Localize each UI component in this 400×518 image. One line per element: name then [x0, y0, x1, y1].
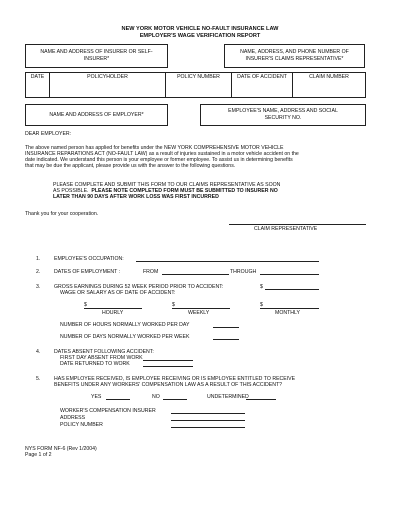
claim-info-table	[25, 72, 366, 98]
hourly-label: HOURLY	[102, 310, 124, 316]
date-cell[interactable]	[26, 73, 50, 97]
q1-number: 1.	[36, 256, 41, 262]
intro-line-4: that may be due the applicant, please provide us with the answer to the following questions.	[25, 163, 236, 169]
policyholder-cell[interactable]	[50, 73, 166, 97]
days-per-week-field[interactable]	[213, 339, 239, 340]
form-title: NEW YORK MOTOR VEHICLE NO-FAULT INSURANCE LAW	[121, 26, 279, 32]
wc-insurer-label: WORKER'S COMPENSATION INSURER	[60, 408, 156, 414]
wc-address-field[interactable]	[171, 420, 245, 421]
yes-label: YES	[91, 394, 102, 400]
undetermined-label: UNDETERMINED	[207, 394, 249, 400]
claim-number-header: CLAIM NUMBER	[309, 74, 349, 80]
intro-line-3: date indicated. We understand this person is your employee or former employee. To assist us in determining benefits	[25, 157, 293, 163]
weekly-label: WEEKLY	[188, 310, 210, 316]
instruction-line-1: PLEASE COMPLETE AND SUBMIT THIS FORM TO OUR CLAIMS REPRESENTATIVE AS SOON	[53, 182, 281, 188]
instruction-line-2b: PLEASE NOTE COMPLETED FORM MUST BE SUBMITTED TO INSURER NO	[91, 188, 278, 194]
policyholder-header: POLICYHOLDER	[87, 74, 128, 80]
salutation: DEAR EMPLOYER:	[25, 131, 72, 137]
claims-rep-label-line1: NAME, ADDRESS, AND PHONE NUMBER OF	[240, 49, 349, 55]
gross-earnings-dollar: $	[260, 284, 263, 290]
form-subtitle: EMPLOYER'S WAGE VERIFICATION REPORT	[139, 33, 261, 39]
intro-line-2: INSURANCE REPARATIONS ACT (NO-FAULT LAW) as a result of injuries sustained in a motor vehicle accident on the	[25, 151, 299, 157]
first-day-absent-field[interactable]	[143, 360, 193, 361]
date-of-accident-header: DATE OF ACCIDENT	[237, 74, 287, 80]
claim-rep-label: CLAIM REPRESENTATIVE	[254, 226, 318, 232]
no-field[interactable]	[163, 399, 187, 400]
policy-number-header: POLICY NUMBER	[177, 74, 220, 80]
claims-rep-box[interactable]	[224, 44, 365, 68]
employee-label-line1: EMPLOYEE'S NAME, ADDRESS AND SOCIAL	[228, 108, 338, 114]
days-per-week-label: NUMBER OF DAYS NORMALLY WORKED PER WEEK	[60, 334, 190, 340]
employer-label: NAME AND ADDRESS OF EMPLOYER*	[49, 112, 144, 118]
weekly-wage-field[interactable]	[172, 308, 230, 309]
monthly-dollar: $	[260, 302, 263, 308]
gross-earnings-field[interactable]	[265, 289, 319, 290]
employee-label-line2: SECURITY NO.	[264, 115, 302, 121]
q4-number: 4.	[36, 349, 41, 355]
q2-label: DATES OF EMPLOYMENT :	[54, 269, 121, 275]
monthly-label: MONTHLY	[275, 310, 300, 316]
q5-label-line1: HAS EMPLOYEE RECEIVED, IS EMPLOYEE RECEIVING OR IS EMPLOYEE ENTITLED TO RECEIVE	[54, 376, 296, 382]
employment-from-field[interactable]	[162, 274, 229, 275]
hours-per-day-field[interactable]	[213, 327, 239, 328]
claim-number-cell[interactable]	[293, 73, 365, 97]
employment-through-field[interactable]	[260, 274, 319, 275]
thanks-text: Thank you for your cooperation.	[25, 211, 99, 217]
q4-label-line1: DATES ABSENT FOLLOWING ACCIDENT:	[54, 349, 154, 355]
wc-policy-number-label: POLICY NUMBER	[60, 422, 103, 428]
page-number: Page 1 of 2	[25, 452, 52, 458]
insurer-box[interactable]	[25, 44, 168, 68]
q2-number: 2.	[36, 269, 41, 275]
claims-rep-label-line2: INSURER'S CLAIMS REPRESENTATIVE*	[245, 56, 344, 62]
employer-box[interactable]	[25, 104, 168, 126]
intro-line-1: The above named person has applied for benefits under the NEW YORK COMPREHENSIVE MOTOR VEHICLE	[25, 145, 284, 151]
undetermined-field[interactable]	[246, 399, 276, 400]
date-returned-field[interactable]	[143, 366, 193, 367]
hours-per-day-label: NUMBER OF HOURS NORMALLY WORKED PER DAY	[60, 322, 190, 328]
q1-label: EMPLOYEE'S OCCUPATION:	[54, 256, 124, 262]
q5-label-line2: BENEFITS UNDER ANY WORKERS' COMPENSATION LAW AS A RESULT OF THIS ACCIDENT?	[54, 382, 283, 388]
no-label: NO	[152, 394, 160, 400]
q3-label-line2: WAGE OR SALARY AS OF DATE OF ACCIDENT:	[60, 290, 176, 296]
instruction-line-3: LATER THAN 90 DAYS AFTER WORK LOSS WAS FIRST INCURRED	[53, 194, 219, 200]
weekly-dollar: $	[172, 302, 175, 308]
wc-insurer-field[interactable]	[171, 413, 245, 414]
q3-number: 3.	[36, 284, 41, 290]
date-header: DATE	[30, 74, 45, 80]
hourly-dollar: $	[84, 302, 87, 308]
q3-label-line1: GROSS EARNINGS DURING 52 WEEK PERIOD PRIOR TO ACCIDENT:	[54, 284, 224, 290]
wc-policy-number-field[interactable]	[171, 427, 245, 428]
monthly-wage-field[interactable]	[260, 308, 319, 309]
occupation-field[interactable]	[136, 261, 319, 262]
insurer-label-line2: INSURER*	[83, 56, 110, 62]
q2-through-label: THROUGH	[230, 269, 257, 275]
q5-number: 5.	[36, 376, 41, 382]
insurer-label-line1: NAME AND ADDRESS OF INSURER OR SELF-	[40, 49, 153, 55]
wc-address-label: ADDRESS	[60, 415, 86, 421]
policy-number-cell[interactable]	[166, 73, 232, 97]
employee-box[interactable]	[200, 104, 366, 126]
q4-label-line3: DATE RETURNED TO WORK	[60, 361, 130, 367]
q4-label-line2: FIRST DAY ABSENT FROM WORK	[60, 355, 143, 361]
hourly-wage-field[interactable]	[84, 308, 142, 309]
q2-from-label: FROM	[143, 269, 159, 275]
instruction-line-2a: AS POSSIBLE.	[53, 188, 89, 194]
form-number: NYS FORM NF-6 (Rev 1/2004)	[25, 446, 97, 452]
yes-field[interactable]	[106, 399, 130, 400]
date-of-accident-cell[interactable]	[232, 73, 293, 97]
claim-rep-signature-line[interactable]	[229, 224, 366, 225]
